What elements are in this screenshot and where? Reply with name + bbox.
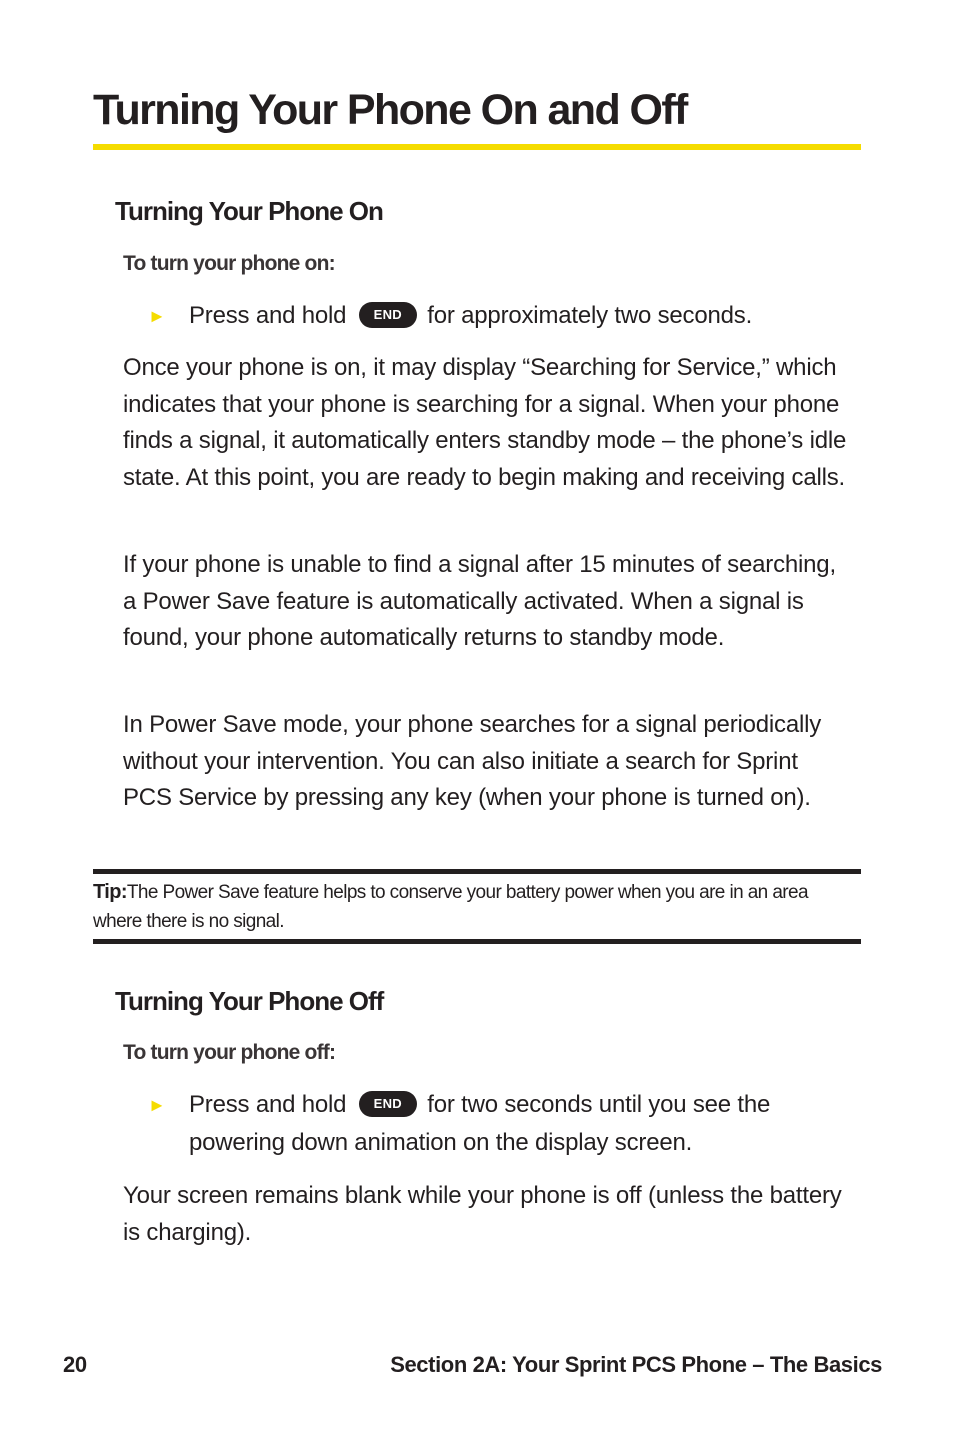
paragraph-on-3: In Power Save mode, your phone searches for a signal periodically without your intervention. You can also initiate a search for Sprint PCS Service by pressing any key (when your phone is turned on). — [123, 711, 822, 811]
title-rule — [93, 144, 861, 150]
section-heading-off: Turning Your Phone Off — [115, 986, 384, 1016]
step-on-before: Press and hold — [189, 302, 353, 329]
step-on-after: for approximately two seconds. — [420, 302, 753, 329]
paragraph-off: Your screen remains blank while your phone is off (unless the battery is charging). — [123, 1182, 842, 1246]
tip-box — [93, 869, 861, 944]
paragraph-on-1: Once your phone is on, it may display “Searching for Service,” which indicates that your phone is searching for a signal. When your phone finds a signal, it automatically enters standby mode – the phone’s idle state. At this point, you are ready to begin making and receiving calls. — [123, 354, 847, 491]
subheading-on: To turn your phone on: — [123, 252, 335, 275]
arrow-bullet-icon: ► — [148, 306, 166, 326]
step-off-after: for two seconds until you see the powering down animation on the display screen. — [189, 1091, 771, 1156]
tip-label: Tip: — [93, 881, 127, 903]
step-on-text — [189, 297, 849, 335]
end-key-icon: END — [359, 1091, 417, 1117]
footer-page-number: 20 — [63, 1352, 87, 1377]
step-off-text — [189, 1086, 849, 1162]
tip-text-block — [93, 874, 861, 936]
subheading-off: To turn your phone off: — [123, 1041, 336, 1064]
section-heading-on: Turning Your Phone On — [115, 196, 383, 226]
footer-section-title: Section 2A: Your Sprint PCS Phone – The Basics — [390, 1352, 882, 1377]
paragraph-on-2: If your phone is unable to find a signal after 15 minutes of searching, a Power Save feature is automatically activated. When a signal is found, your phone automatically returns to standby mode. — [123, 551, 836, 651]
tip-text: The Power Save feature helps to conserve your battery power when you are in an area where there is no signal. — [93, 882, 808, 932]
arrow-bullet-icon: ► — [148, 1095, 166, 1115]
page-title: Turning Your Phone On and Off — [93, 86, 687, 134]
end-key-icon: END — [359, 302, 417, 328]
step-off-before: Press and hold — [189, 1091, 353, 1118]
